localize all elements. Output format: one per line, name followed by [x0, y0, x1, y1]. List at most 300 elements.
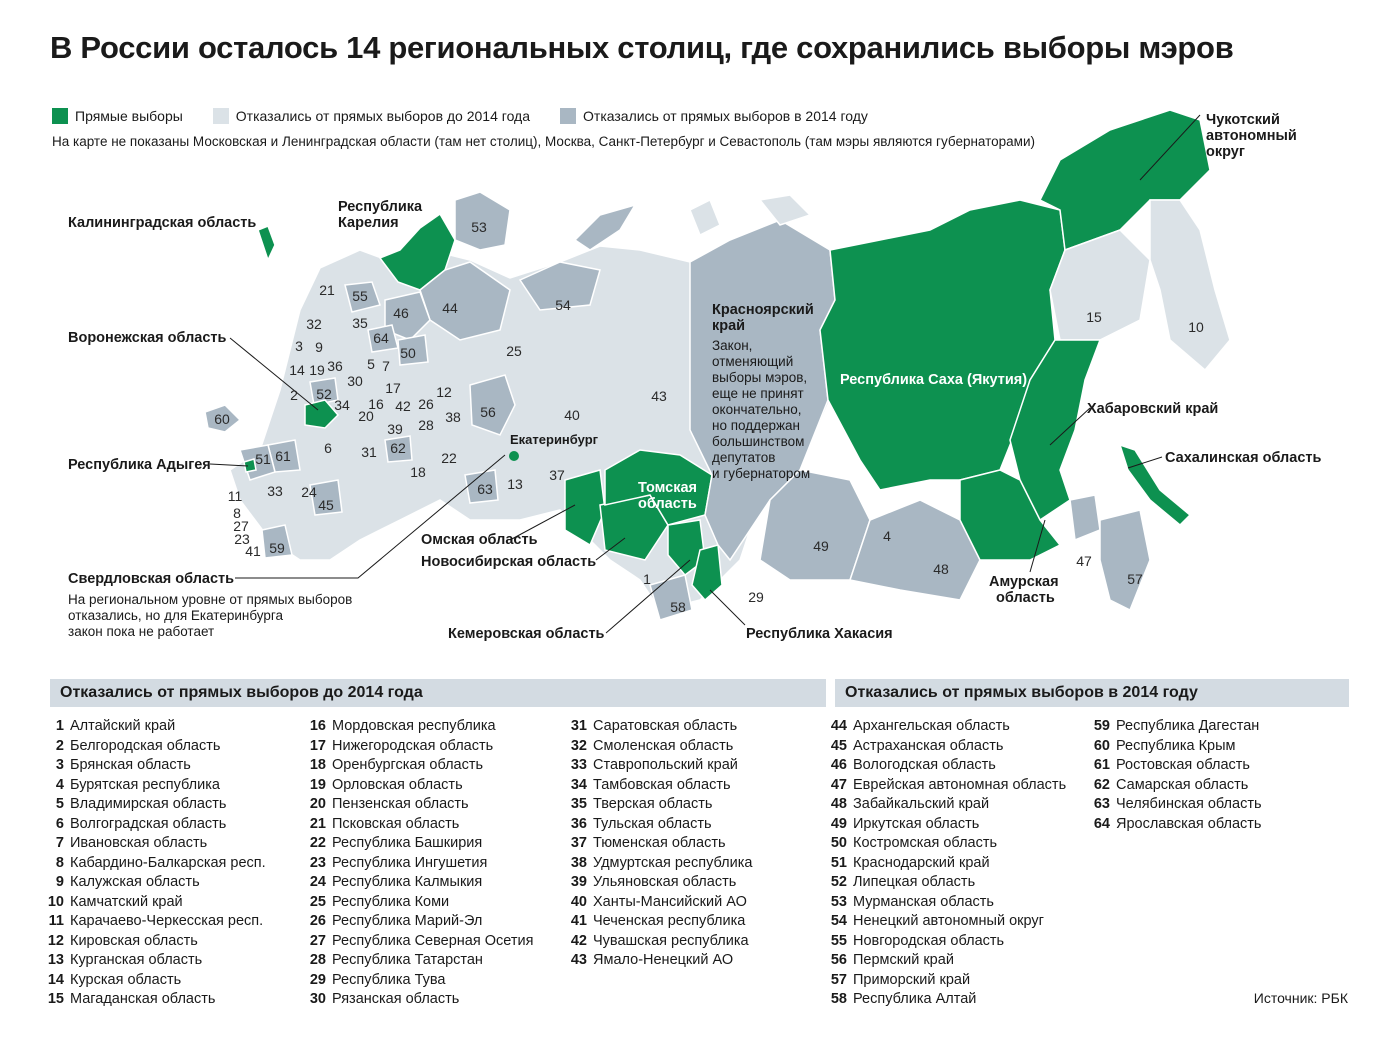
- item-number: 24: [309, 874, 326, 890]
- item-name: Республика Крым: [1116, 737, 1236, 754]
- item-name: Мурманская область: [853, 893, 994, 910]
- region-number: 46: [393, 305, 409, 321]
- item-name: Саратовская область: [593, 718, 738, 734]
- list-item: [44, 912, 266, 932]
- label-karelia-1: Республика: [338, 199, 423, 215]
- region-number: 6: [324, 440, 332, 456]
- region-number: 10: [1188, 319, 1204, 335]
- region-number: 37: [549, 467, 565, 483]
- item-name: Астраханская область: [853, 737, 1004, 754]
- item-name: Челябинская область: [1116, 796, 1262, 812]
- item-number: 29: [309, 971, 326, 988]
- item-number: 12: [47, 932, 64, 949]
- list-item: [306, 756, 533, 776]
- region-number: 42: [395, 398, 411, 414]
- item-number: 33: [570, 757, 587, 773]
- region-number: 41: [245, 543, 261, 559]
- region-novaya-zemlya: [575, 205, 635, 250]
- region-number: 44: [442, 300, 458, 316]
- item-number: 9: [55, 874, 64, 890]
- region-number: 12: [436, 384, 452, 400]
- item-number: 46: [830, 757, 847, 773]
- region-number: 47: [1076, 553, 1092, 569]
- item-name: Ставропольский край: [593, 757, 738, 773]
- region-number: 61: [275, 448, 291, 464]
- label-krasnoyarsk-1: Красноярский: [712, 302, 814, 318]
- item-number: 56: [830, 952, 847, 968]
- label-chukotka-3: округ: [1206, 144, 1245, 160]
- label-khakassia: Республика Хакасия: [746, 626, 893, 642]
- item-number: 62: [1093, 776, 1110, 793]
- region-number: 57: [1127, 571, 1143, 587]
- list-item: [44, 932, 266, 952]
- item-name: Алтайский край: [70, 718, 176, 734]
- item-number: 15: [47, 991, 64, 1007]
- label-amur-1: Амурская: [989, 574, 1059, 590]
- region-number: 53: [471, 219, 487, 235]
- item-number: 8: [55, 854, 64, 871]
- region-number: 14: [289, 362, 305, 378]
- region-kaliningrad: [258, 226, 275, 260]
- item-name: Республика Калмыкия: [332, 874, 483, 890]
- list-item: [306, 854, 533, 874]
- list-item: [44, 815, 266, 835]
- list-item: [827, 893, 1066, 913]
- item-name: Ямало-Ненецкий АО: [593, 952, 734, 968]
- item-name: Республика Коми: [332, 893, 450, 910]
- region-number: 1: [643, 571, 651, 587]
- region-taimyr-north: [760, 195, 810, 225]
- list-item: [306, 834, 533, 854]
- region-number: 64: [373, 330, 389, 346]
- item-number: 30: [309, 991, 326, 1007]
- region-number: 31: [361, 444, 377, 460]
- item-name: Липецкая область: [853, 874, 976, 890]
- item-name: Кабардино-Балкарская респ.: [70, 854, 266, 871]
- item-name: Тульская область: [593, 815, 712, 832]
- item-number: 38: [570, 854, 587, 871]
- region-number: 49: [813, 538, 829, 554]
- item-number: 10: [47, 893, 64, 910]
- list-item: [44, 854, 266, 874]
- item-number: 25: [309, 893, 326, 910]
- list-item: [827, 776, 1066, 796]
- list-item: [567, 756, 752, 776]
- list-item: [827, 971, 1066, 991]
- item-name: Республика Алтай: [853, 991, 977, 1007]
- list-item: [827, 854, 1066, 874]
- item-name: Ульяновская область: [593, 874, 737, 890]
- list-item: [306, 815, 533, 835]
- region-number: 5: [367, 356, 375, 372]
- item-name: Республика Татарстан: [332, 952, 483, 968]
- item-name: Вологодская область: [853, 757, 996, 773]
- item-number: 63: [1093, 796, 1110, 812]
- item-number: 37: [570, 835, 587, 851]
- item-name: Ростовская область: [1116, 757, 1250, 773]
- list-item: [827, 795, 1066, 815]
- item-number: 19: [309, 776, 326, 793]
- list-item: [1090, 776, 1262, 796]
- list-item: [567, 717, 752, 737]
- item-name: Оренбургская область: [332, 757, 484, 773]
- list-item: [306, 912, 533, 932]
- region-number: 38: [445, 409, 461, 425]
- list-item: [567, 873, 752, 893]
- item-name: Архангельская область: [853, 718, 1010, 734]
- item-name: Магаданская область: [70, 991, 216, 1007]
- region-number: 18: [410, 464, 426, 480]
- item-name: Курганская область: [70, 952, 203, 968]
- item-number: 58: [830, 991, 847, 1007]
- item-number: 48: [830, 796, 847, 812]
- label-tomsk-2: область: [638, 496, 697, 512]
- item-name: Республика Дагестан: [1116, 718, 1260, 734]
- item-number: 61: [1093, 757, 1110, 773]
- label-tomsk-1: Томская: [638, 480, 697, 496]
- list-item: [827, 951, 1066, 971]
- item-number: 1: [55, 718, 64, 734]
- item-number: 28: [309, 952, 326, 968]
- item-name: Белгородская область: [70, 737, 221, 754]
- list-item: [306, 971, 533, 991]
- list-item: [306, 990, 533, 1010]
- krasnoyarsk-note-line: еще не принят: [712, 386, 804, 401]
- label-omsk: Омская область: [421, 532, 538, 548]
- region-number: 23: [234, 531, 250, 547]
- item-name: Калужская область: [70, 874, 200, 890]
- map-note: На карте не показаны Московская и Ленинградская области (там нет столиц), Москва, Санкт-Петербург и Севастополь (там мэры являются губернаторами): [52, 134, 1035, 149]
- label-krasnoyarsk-2: край: [712, 318, 746, 334]
- krasnoyarsk-note-line: выборы мэров,: [712, 370, 808, 385]
- item-number: 21: [309, 815, 326, 832]
- list-item: [306, 737, 533, 757]
- item-number: 34: [570, 776, 587, 793]
- list-item: [44, 893, 266, 913]
- item-number: 32: [570, 737, 587, 754]
- region-number: 40: [564, 407, 580, 423]
- list-item: [567, 776, 752, 796]
- region-number: 54: [555, 297, 571, 313]
- krasnoyarsk-note-line: и губернатором: [712, 466, 811, 481]
- list-item: [567, 854, 752, 874]
- list-item: [827, 932, 1066, 952]
- item-name: Республика Марий-Эл: [332, 913, 483, 929]
- item-name: Республика Тува: [332, 971, 446, 988]
- list-item: [1090, 815, 1262, 835]
- item-name: Ненецкий автономный округ: [853, 913, 1044, 929]
- region-number: 7: [382, 358, 390, 374]
- item-number: 4: [55, 776, 64, 793]
- item-name: Рязанская область: [332, 991, 460, 1007]
- region-number: 3: [295, 338, 303, 354]
- region-number: 19: [309, 362, 325, 378]
- list-item: [567, 795, 752, 815]
- table-header-before: Отказались от прямых выборов до 2014 года: [50, 679, 826, 707]
- item-number: 5: [55, 796, 64, 812]
- list-item: [827, 815, 1066, 835]
- region-jewish-ao: [1070, 495, 1100, 540]
- list-item: [567, 932, 752, 952]
- list-col-3: [567, 717, 752, 971]
- item-number: 51: [830, 854, 847, 871]
- item-number: 27: [309, 932, 326, 949]
- list-item: [44, 795, 266, 815]
- list-col-2: [306, 717, 533, 1010]
- item-number: 60: [1093, 737, 1110, 754]
- region-number: 24: [301, 484, 317, 500]
- item-name: Ярославская область: [1116, 815, 1262, 832]
- list-item: [306, 932, 533, 952]
- item-name: Костромская область: [853, 835, 998, 851]
- item-number: 41: [570, 913, 587, 929]
- item-name: Орловская область: [332, 776, 463, 793]
- legend-label-direct: Прямые выборы: [75, 108, 183, 124]
- label-kaliningrad: Калининградская область: [68, 215, 257, 231]
- list-item: [44, 756, 266, 776]
- region-number: 9: [315, 339, 323, 355]
- region-number: 56: [480, 404, 496, 420]
- item-name: Еврейская автономная область: [853, 776, 1067, 793]
- list-item: [44, 717, 266, 737]
- item-name: Нижегородская область: [332, 737, 494, 754]
- list-item: [827, 717, 1066, 737]
- item-name: Пензенская область: [332, 796, 469, 812]
- table-header-2014: Отказались от прямых выборов в 2014 году: [835, 679, 1349, 707]
- item-number: 64: [1093, 815, 1110, 832]
- region-number: 52: [316, 386, 332, 402]
- item-name: Забайкальский край: [853, 796, 990, 812]
- list-item: [827, 873, 1066, 893]
- list-item: [44, 990, 266, 1010]
- region-number: 25: [506, 343, 522, 359]
- item-number: 20: [309, 796, 326, 812]
- item-name: Курская область: [70, 971, 182, 988]
- region-number: 2: [290, 387, 298, 403]
- list-item: [827, 912, 1066, 932]
- list-item: [306, 873, 533, 893]
- item-name: Тюменская область: [593, 835, 726, 851]
- sverdlovsk-note-1: На региональном уровне от прямых выборов: [68, 592, 353, 607]
- region-number: 36: [327, 358, 343, 374]
- list-item: [827, 756, 1066, 776]
- region-number: 50: [400, 345, 416, 361]
- item-name: Иркутская область: [853, 815, 980, 832]
- item-name: Республика Северная Осетия: [332, 932, 534, 949]
- item-number: 44: [830, 718, 847, 734]
- item-number: 22: [309, 835, 326, 851]
- list-item: [567, 912, 752, 932]
- item-name: Карачаево-Черкесская респ.: [70, 913, 264, 929]
- list-item: [827, 737, 1066, 757]
- region-number: 33: [267, 483, 283, 499]
- region-number: 58: [670, 599, 686, 615]
- region-number: 43: [651, 388, 667, 404]
- krasnoyarsk-note-line: Закон,: [712, 338, 753, 353]
- region-number: 45: [318, 497, 334, 513]
- item-number: 3: [55, 757, 64, 773]
- item-name: Камчатский край: [70, 893, 183, 910]
- region-number: 55: [352, 288, 368, 304]
- item-number: 52: [830, 874, 847, 890]
- label-sakhalin: Сахалинская область: [1165, 450, 1322, 466]
- label-novosibirsk: Новосибирская область: [421, 554, 597, 570]
- item-number: 55: [830, 932, 847, 949]
- item-name: Пермский край: [853, 952, 954, 968]
- list-item: [827, 990, 1066, 1010]
- item-name: Владимирская область: [70, 796, 227, 812]
- krasnoyarsk-note-line: большинством: [712, 434, 805, 449]
- item-number: 49: [830, 815, 847, 832]
- list-item: [44, 971, 266, 991]
- item-name: Республика Башкирия: [332, 835, 483, 851]
- list-item: [1090, 717, 1262, 737]
- region-number: 28: [418, 417, 434, 433]
- region-number: 35: [352, 315, 368, 331]
- legend-label-before: Отказались от прямых выборов до 2014 года: [235, 108, 531, 124]
- region-number: 26: [418, 396, 434, 412]
- sverdlovsk-note-2: отказались, но для Екатеринбурга: [68, 608, 284, 623]
- list-item: [44, 951, 266, 971]
- list-item: [306, 717, 533, 737]
- region-number: 16: [368, 396, 384, 412]
- item-number: 23: [309, 854, 326, 871]
- region-primorsky: [1100, 510, 1150, 610]
- krasnoyarsk-note-line: окончательно,: [712, 402, 802, 417]
- list-item: [306, 776, 533, 796]
- label-chukotka-1: Чукотский: [1206, 112, 1280, 128]
- item-name: Кировская область: [70, 932, 198, 949]
- item-number: 11: [48, 913, 64, 929]
- list-item: [1090, 737, 1262, 757]
- region-number: 62: [390, 440, 406, 456]
- region-number: 30: [347, 373, 363, 389]
- item-name: Чеченская республика: [593, 913, 746, 929]
- list-item: [44, 776, 266, 796]
- item-number: 36: [570, 815, 587, 832]
- item-name: Приморский край: [853, 971, 971, 988]
- item-name: Самарская область: [1116, 776, 1249, 793]
- region-number: 32: [306, 316, 322, 332]
- krasnoyarsk-note-line: но поддержан: [712, 418, 801, 433]
- label-adygea: Республика Адыгея: [68, 457, 211, 473]
- list-item: [44, 737, 266, 757]
- region-number: 17: [385, 380, 401, 396]
- label-karelia-2: Карелия: [338, 215, 399, 231]
- item-number: 7: [55, 835, 64, 851]
- item-number: 16: [309, 718, 326, 734]
- item-name: Ивановская область: [70, 835, 208, 851]
- item-number: 31: [570, 718, 587, 734]
- region-number: 20: [358, 408, 374, 424]
- region-number: 8: [233, 505, 241, 521]
- region-kamchatka: [1150, 200, 1230, 370]
- list-col-5: [1090, 717, 1262, 834]
- item-number: 14: [47, 971, 64, 988]
- yekaterinburg-dot: [509, 451, 519, 461]
- list-col-1: [44, 717, 266, 1010]
- region-number: 13: [507, 476, 523, 492]
- item-number: 13: [47, 952, 64, 968]
- label-khabarovsk: Хабаровский край: [1087, 401, 1219, 417]
- page-title: В России осталось 14 региональных столиц, где сохранились выборы мэров: [50, 30, 1234, 65]
- yekaterinburg-label: Екатеринбург: [510, 432, 599, 447]
- legend-label-2014: Отказались от прямых выборов в 2014 году: [583, 108, 868, 124]
- list-item: [567, 893, 752, 913]
- source-credit: Источник: РБК: [1253, 990, 1348, 1006]
- item-name: Ханты-Мансийский АО: [593, 893, 747, 910]
- item-number: 6: [55, 815, 64, 832]
- region-number: 59: [269, 540, 285, 556]
- item-number: 57: [830, 971, 847, 988]
- item-number: 45: [830, 737, 847, 754]
- region-number: 22: [441, 450, 457, 466]
- list-item: [827, 834, 1066, 854]
- list-item: [567, 951, 752, 971]
- list-item: [567, 737, 752, 757]
- item-number: 35: [570, 796, 587, 812]
- region-number: 11: [227, 488, 243, 504]
- item-name: Тверская область: [593, 796, 713, 812]
- list-item: [306, 893, 533, 913]
- list-item: [567, 815, 752, 835]
- item-name: Республика Ингушетия: [332, 854, 488, 871]
- list-item: [1090, 756, 1262, 776]
- region-number: 27: [233, 518, 249, 534]
- item-number: 53: [830, 893, 847, 910]
- item-number: 54: [830, 913, 847, 929]
- region-number: 29: [748, 589, 764, 605]
- region-number: 34: [334, 397, 350, 413]
- region-number: 60: [214, 411, 230, 427]
- list-item: [1090, 795, 1262, 815]
- item-name: Брянская область: [70, 757, 191, 773]
- krasnoyarsk-note-line: депутатов: [712, 450, 776, 465]
- item-number: 59: [1093, 718, 1110, 734]
- item-name: Новгородская область: [853, 932, 1005, 949]
- item-number: 50: [830, 835, 847, 851]
- region-number: 21: [319, 282, 335, 298]
- item-number: 2: [55, 737, 64, 754]
- list-item: [44, 834, 266, 854]
- list-col-4: [827, 717, 1066, 1010]
- item-name: Удмуртская республика: [593, 854, 753, 871]
- item-number: 26: [309, 913, 326, 929]
- label-voronezh: Воронежская область: [68, 330, 227, 346]
- item-number: 39: [570, 874, 587, 890]
- label-kemerovo: Кемеровская область: [448, 626, 605, 642]
- item-name: Псковская область: [332, 815, 460, 832]
- item-name: Чувашская республика: [593, 932, 749, 949]
- item-number: 47: [830, 776, 847, 793]
- sverdlovsk-note-3: закон пока не работает: [68, 624, 215, 639]
- item-name: Тамбовская область: [593, 776, 731, 793]
- item-number: 43: [570, 952, 587, 968]
- list-item: [44, 873, 266, 893]
- list-item: [306, 951, 533, 971]
- label-amur-2: область: [996, 590, 1055, 606]
- region-number: 15: [1086, 309, 1102, 325]
- region-yamal-north: [690, 200, 720, 235]
- item-number: 40: [570, 893, 587, 910]
- item-name: Смоленская область: [593, 737, 734, 754]
- label-chukotka-2: автономный: [1206, 128, 1297, 144]
- label-sakha: Республика Саха (Якутия): [840, 372, 1028, 388]
- region-number: 4: [883, 528, 891, 544]
- item-name: Краснодарский край: [853, 854, 990, 871]
- item-number: 18: [309, 757, 326, 773]
- item-number: 42: [570, 932, 587, 949]
